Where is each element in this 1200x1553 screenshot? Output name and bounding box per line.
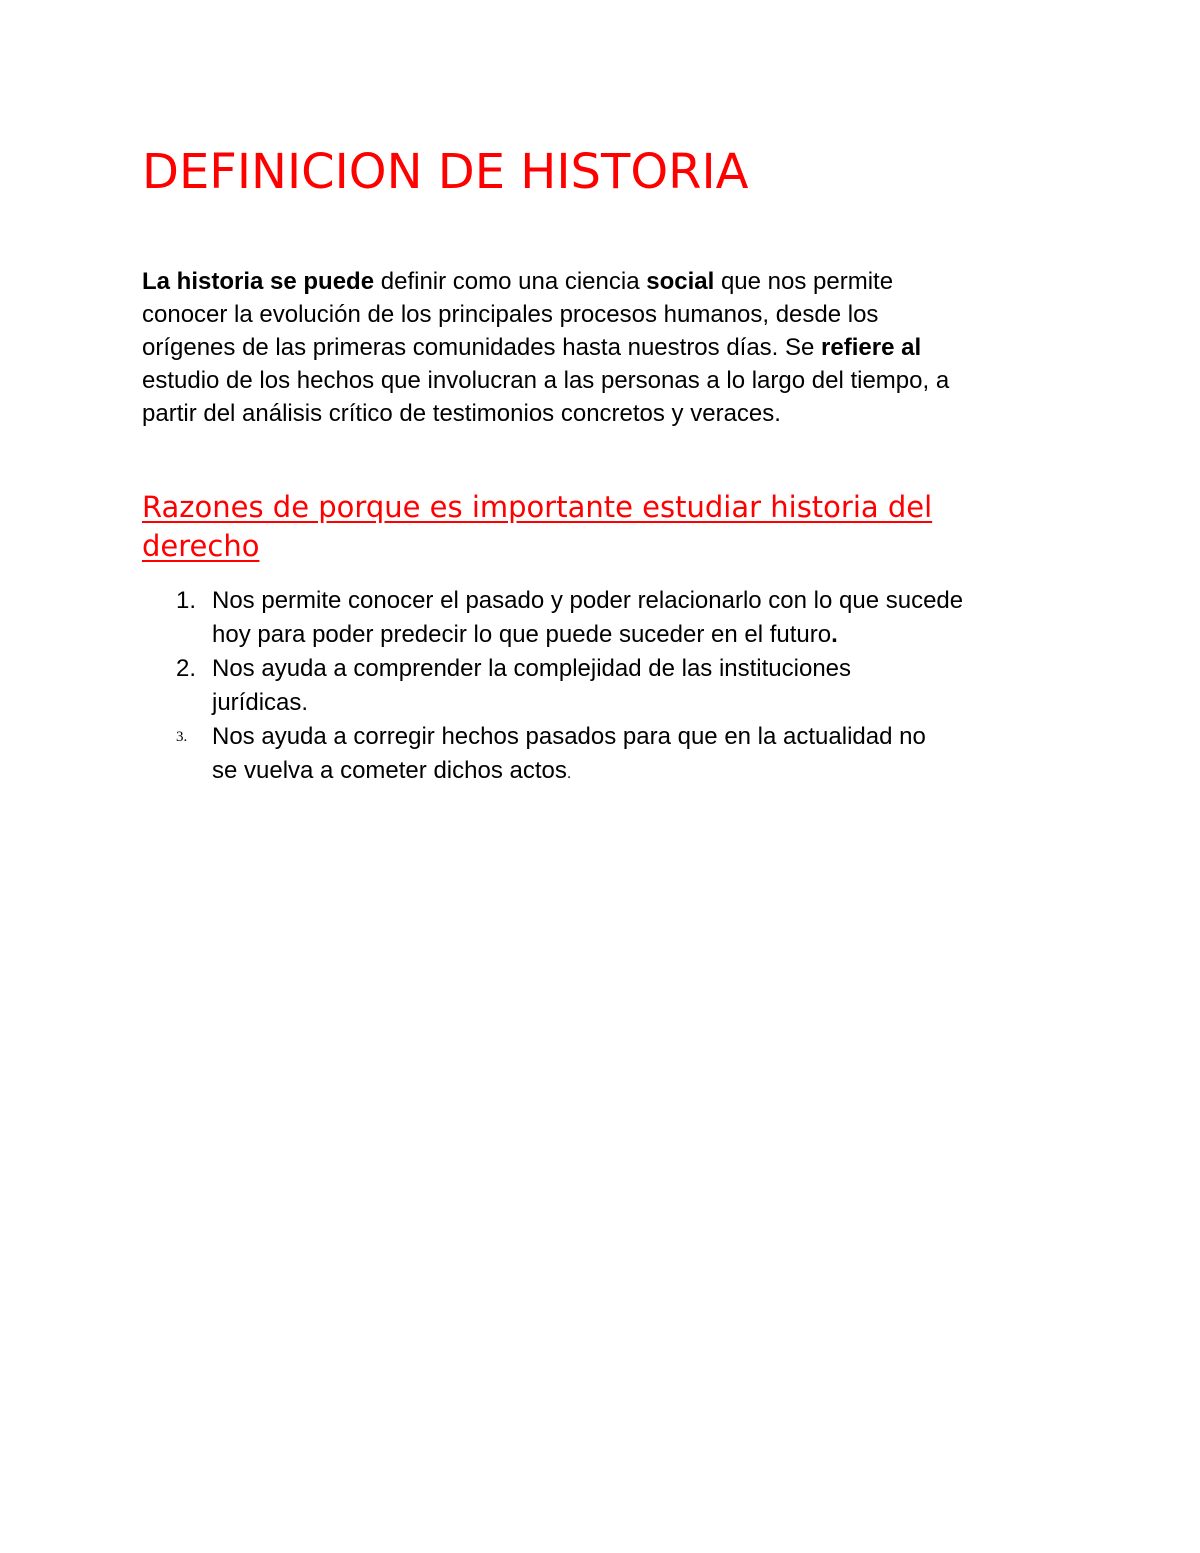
list-item bbox=[142, 720, 1082, 791]
definition-line: estudio de los hechos que involucran a las personas a lo largo del tiempo, a bbox=[142, 367, 950, 394]
text-run: orígenes de las primeras comunidades hasta nuestros días. Se bbox=[142, 334, 822, 361]
reasons-list bbox=[142, 584, 1082, 791]
list-item-line bbox=[212, 754, 1082, 791]
list-number: 1. bbox=[176, 587, 197, 614]
text-run: . bbox=[566, 765, 572, 782]
list-number: 3. bbox=[176, 729, 188, 745]
list-item-line: Nos ayuda a comprender la complejidad de las instituciones bbox=[212, 655, 852, 682]
text-run: que nos permite bbox=[714, 268, 894, 295]
list-item-line: jurídicas. bbox=[212, 689, 309, 716]
definition-paragraph bbox=[142, 265, 1082, 430]
list-item bbox=[142, 652, 1082, 720]
definition-line bbox=[142, 331, 1082, 364]
list-item-line: Nos permite conocer el pasado y poder relacionarlo con lo que sucede bbox=[212, 587, 964, 614]
text-run: se vuelva a cometer dichos actos bbox=[212, 757, 567, 784]
bold-text: refiere al bbox=[821, 334, 922, 361]
bold-text: social bbox=[646, 268, 715, 295]
heading-line: Razones de porque es importante estudiar historia del bbox=[142, 490, 933, 524]
text-run: hoy para poder predecir lo que puede suceder en el futuro bbox=[212, 621, 832, 648]
definition-line: conocer la evolución de los principales procesos humanos, desde los bbox=[142, 301, 879, 328]
text-run: definir como una ciencia bbox=[374, 268, 647, 295]
document-title: DEFINICION DE HISTORIA bbox=[142, 144, 749, 200]
bold-text: La historia se puede bbox=[142, 268, 375, 295]
definition-line bbox=[142, 265, 1082, 298]
definition-line: partir del análisis crítico de testimonios concretos y veraces. bbox=[142, 400, 781, 427]
section-heading bbox=[142, 488, 1062, 566]
list-item bbox=[142, 584, 1082, 652]
list-number: 2. bbox=[176, 655, 197, 682]
list-item-line bbox=[212, 618, 1082, 652]
heading-line: derecho bbox=[142, 529, 260, 563]
list-item-line: Nos ayuda a corregir hechos pasados para que en la actualidad no bbox=[212, 723, 926, 750]
bold-text: . bbox=[831, 621, 838, 648]
